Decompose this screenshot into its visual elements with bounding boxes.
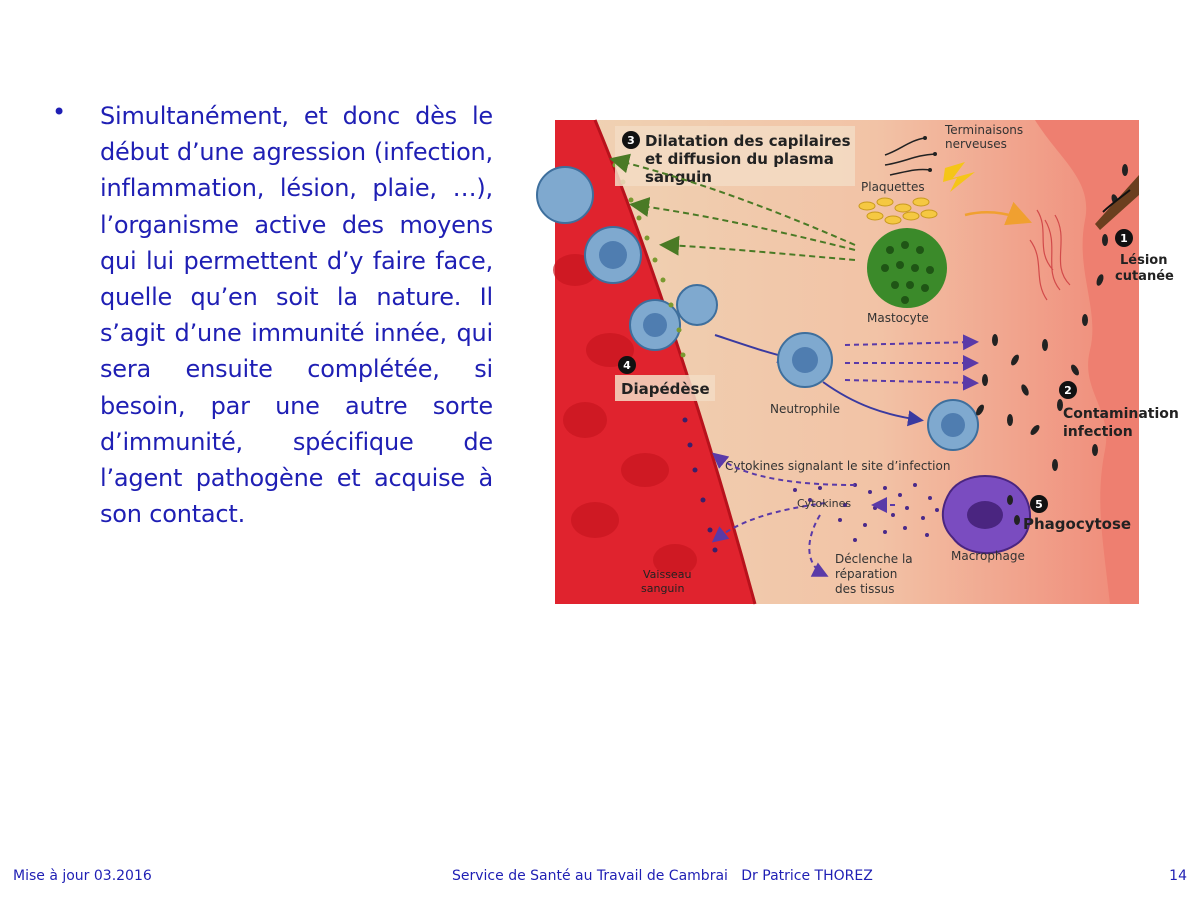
- label-macrophage: Macrophage: [951, 549, 1025, 563]
- step1-line1: Lésion: [1120, 253, 1168, 268]
- step3-line1: Dilatation des capilaires: [645, 132, 851, 150]
- step4-label: Diapédèse: [621, 380, 710, 398]
- label-cytokines-signal: Cytokines signalant le site d’infection: [725, 459, 951, 473]
- label-terminaisons-1: Terminaisons: [945, 123, 1024, 137]
- label-terminaisons-2: nerveuses: [945, 137, 1007, 151]
- step1-line2: cutanée: [1115, 269, 1174, 284]
- step2-line2: infection: [1063, 424, 1133, 440]
- label-declenche-2: réparation: [835, 567, 898, 581]
- label-mastocyte: Mastocyte: [867, 311, 929, 325]
- label-declenche-3: des tissus: [835, 582, 895, 596]
- step3-number: 3: [627, 134, 635, 147]
- step2-number: 2: [1064, 384, 1072, 397]
- step1-number: 1: [1120, 232, 1128, 245]
- neutrophile-nucleus: [792, 347, 818, 373]
- bullet-marker: •: [52, 98, 67, 126]
- step4-number: 4: [623, 359, 631, 372]
- mastocyte-cell: [867, 228, 947, 308]
- step2-line1: Contamination: [1063, 406, 1179, 422]
- diagram-svg: [555, 120, 1179, 604]
- page-number: 14: [1169, 868, 1187, 884]
- macrophage-nucleus: [967, 501, 1003, 529]
- bullet-paragraph: Simultanément, et donc dès le début d’une agression (infection, inflammation, lésion, plaie, …), l’organisme active des moyens qui lui permettent d’y faire face, quelle qu’en soit la nature. Il s’agit d’une immunité innée, qui sera ensuite complétée, si besoin, par une autre sorte d’immunité, spécifique de l’agent pathogène et acquise à son contact.: [100, 102, 493, 529]
- step5-label: Phagocytose: [1023, 515, 1132, 533]
- label-declenche-1: Déclenche la: [835, 552, 913, 566]
- label-plaquettes: Plaquettes: [861, 180, 925, 194]
- neutrophile-at-site-nucleus: [941, 413, 965, 437]
- step3-line3: sanguin: [645, 168, 712, 186]
- label-vaisseau-2: sanguin: [641, 582, 685, 595]
- step3-line2: et diffusion du plasma: [645, 150, 834, 168]
- footer-date: Mise à jour 03.2016: [13, 868, 152, 884]
- label-cytokines: Cytokines: [797, 497, 852, 510]
- label-neutrophile: Neutrophile: [770, 402, 840, 416]
- immunity-diagram: [555, 120, 1179, 604]
- step5-number: 5: [1035, 498, 1043, 511]
- footer-author: Service de Santé au Travail de Cambrai Dr Patrice THOREZ: [452, 868, 873, 884]
- label-vaisseau-1: Vaisseau: [643, 568, 692, 581]
